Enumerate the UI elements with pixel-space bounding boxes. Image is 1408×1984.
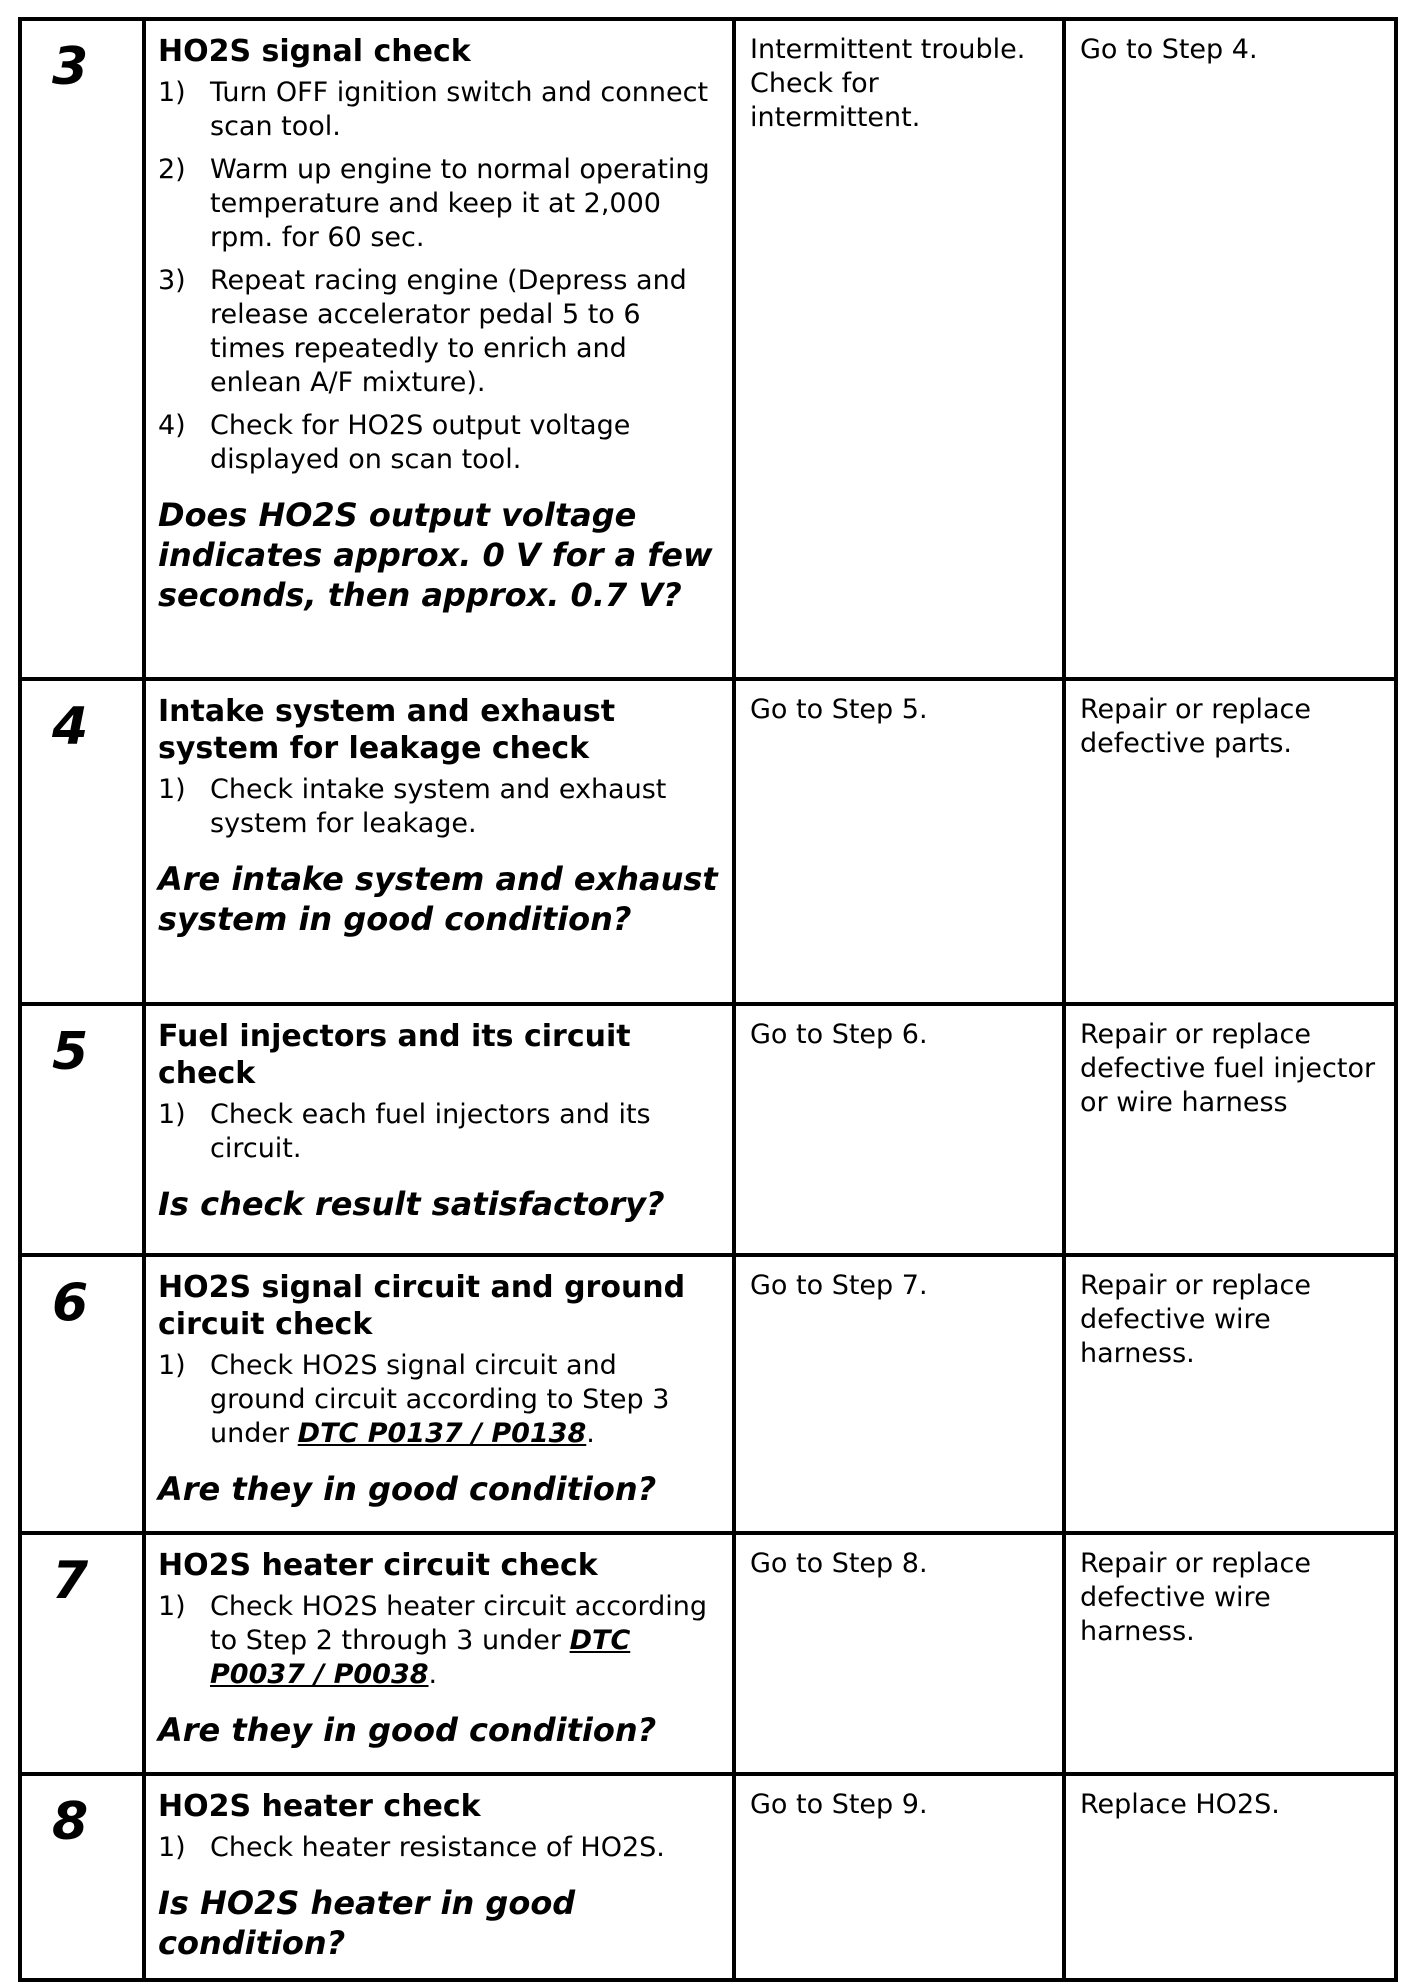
step-action-cell (144, 1255, 734, 1533)
step-item (158, 264, 718, 400)
no-result-cell (1064, 679, 1396, 1004)
no-result: Repair or replace defective wire harness. (1080, 1270, 1311, 1369)
step-row-5 (20, 1004, 1396, 1255)
no-result-cell (1064, 1533, 1396, 1774)
step-number: 7 (52, 1551, 89, 1611)
yes-result-cell (734, 1774, 1064, 1980)
step-items (158, 76, 718, 477)
step-row-8 (20, 1774, 1396, 1980)
step-item (158, 76, 718, 144)
item-number: 2) (158, 154, 186, 185)
step-item (158, 153, 718, 255)
item-text: Check for HO2S output voltage displayed on scan tool. (210, 410, 631, 475)
no-result-cell (1064, 19, 1396, 679)
yes-result: Intermittent trouble. Check for intermittent. (750, 34, 1026, 133)
step-items (158, 1098, 718, 1166)
item-number: 1) (158, 1832, 186, 1863)
diagnostic-steps-table (18, 17, 1398, 1982)
yes-result-cell (734, 1533, 1064, 1774)
item-text: Check intake system and exhaust system for leakage. (210, 774, 667, 839)
step-number-cell (20, 1255, 144, 1533)
step-action-cell (144, 1774, 734, 1980)
yes-result-cell (734, 679, 1064, 1004)
step-number-cell (20, 1533, 144, 1774)
step-row-4 (20, 679, 1396, 1004)
step-number-cell (20, 1004, 144, 1255)
step-question: Are they in good condition? (158, 1711, 657, 1749)
step-item (158, 1098, 718, 1166)
step-number-cell (20, 1774, 144, 1980)
no-result: Replace HO2S. (1080, 1789, 1280, 1820)
yes-result-cell (734, 19, 1064, 679)
dtc-reference-link[interactable]: DTC P0137 / P0138 (297, 1418, 587, 1449)
step-question: Is HO2S heater in good condition? (158, 1884, 576, 1962)
yes-result: Go to Step 8. (750, 1548, 928, 1579)
step-items (158, 1831, 718, 1865)
step-title: HO2S signal check (158, 34, 471, 69)
step-title: HO2S heater check (158, 1789, 481, 1824)
step-title: HO2S signal circuit and ground circuit check (158, 1270, 686, 1342)
item-text: Check each fuel injectors and its circuit. (210, 1099, 651, 1164)
step-items (158, 773, 718, 841)
yes-result: Go to Step 5. (750, 694, 928, 725)
item-text: Check HO2S signal circuit and ground circuit according to Step 3 under (210, 1350, 670, 1449)
step-item (158, 773, 718, 841)
item-text: Turn OFF ignition switch and connect scan tool. (210, 77, 709, 142)
step-number: 4 (52, 697, 89, 757)
step-question: Are they in good condition? (158, 1470, 657, 1508)
yes-result: Go to Step 6. (750, 1019, 928, 1050)
no-result-cell (1064, 1004, 1396, 1255)
step-row-7 (20, 1533, 1396, 1774)
item-text-end: . (586, 1418, 595, 1449)
step-items (158, 1349, 718, 1451)
item-number: 1) (158, 1350, 186, 1381)
item-text: Check HO2S heater circuit according to Step 2 through 3 under (210, 1591, 707, 1656)
item-text-end: . (428, 1659, 438, 1690)
step-items (158, 1590, 718, 1692)
step-question: Is check result satisfactory? (158, 1185, 665, 1223)
step-item (158, 1831, 718, 1865)
step-title: Intake system and exhaust system for leakage check (158, 694, 616, 766)
item-text: Repeat racing engine (Depress and release accelerator pedal 5 to 6 times repeatedly to enrich and enlean A/F mixture). (210, 265, 687, 398)
no-result: Go to Step 4. (1080, 34, 1258, 65)
no-result: Repair or replace defective fuel injector or wire harness (1080, 1019, 1376, 1118)
step-number: 5 (52, 1022, 89, 1082)
dtc-reference-link[interactable]: DTC P0037 / P0038 (210, 1625, 631, 1690)
step-question: Are intake system and exhaust system in good condition? (158, 860, 718, 938)
item-text: Check heater resistance of HO2S. (210, 1832, 665, 1863)
step-number-cell (20, 19, 144, 679)
yes-result-cell (734, 1255, 1064, 1533)
item-number: 1) (158, 774, 186, 805)
no-result: Repair or replace defective wire harness. (1080, 1548, 1311, 1647)
no-result: Repair or replace defective parts. (1080, 694, 1311, 759)
step-action-cell (144, 19, 734, 679)
item-number: 1) (158, 1591, 186, 1622)
item-number: 1) (158, 1099, 186, 1130)
item-number: 3) (158, 265, 186, 296)
yes-result: Go to Step 7. (750, 1270, 928, 1301)
step-number: 3 (52, 37, 89, 97)
step-title: Fuel injectors and its circuit check (158, 1019, 631, 1091)
yes-result-cell (734, 1004, 1064, 1255)
step-row-6 (20, 1255, 1396, 1533)
step-action-cell (144, 1004, 734, 1255)
no-result-cell (1064, 1774, 1396, 1980)
step-question: Does HO2S output voltage indicates approx. 0 V for a few seconds, then approx. 0.7 V? (158, 496, 713, 614)
step-item (158, 1349, 718, 1451)
item-text: Warm up engine to normal operating temperature and keep it at 2,000 rpm. for 60 sec. (210, 154, 710, 253)
step-number: 8 (52, 1792, 89, 1852)
yes-result: Go to Step 9. (750, 1789, 928, 1820)
step-number-cell (20, 679, 144, 1004)
step-row-3 (20, 19, 1396, 679)
item-number: 1) (158, 77, 186, 108)
step-number: 6 (52, 1273, 89, 1333)
step-action-cell (144, 1533, 734, 1774)
step-item (158, 1590, 718, 1692)
step-item (158, 409, 718, 477)
step-title: HO2S heater circuit check (158, 1548, 598, 1583)
no-result-cell (1064, 1255, 1396, 1533)
step-action-cell (144, 679, 734, 1004)
item-number: 4) (158, 410, 186, 441)
